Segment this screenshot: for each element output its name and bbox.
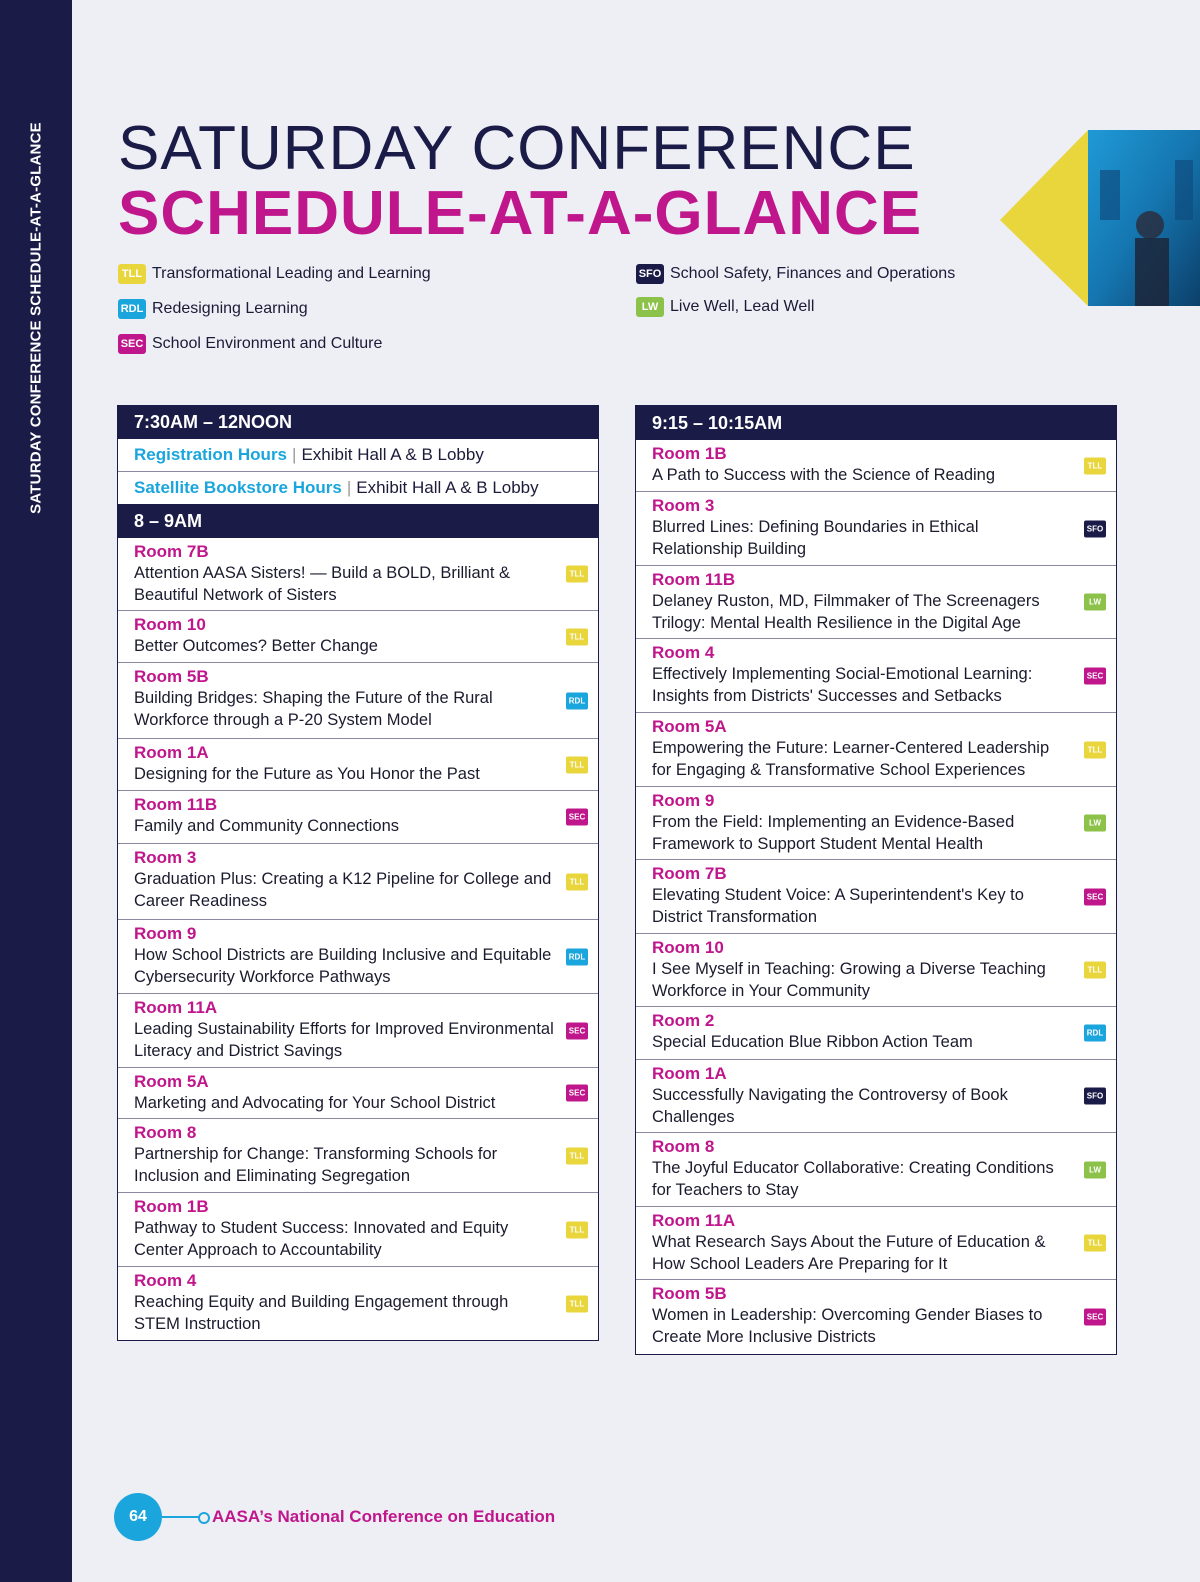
track-badge-icon: TLL (566, 756, 588, 773)
track-badge-icon: SEC (566, 1022, 588, 1039)
session-room: Room 5B (134, 667, 209, 686)
legend-item-rdl (118, 299, 308, 319)
session-room: Room 11B (134, 795, 218, 814)
session-row (636, 787, 1116, 860)
time-header: 9:15 – 10:15AM (636, 406, 1116, 440)
session-row (118, 538, 598, 611)
session-title: Blurred Lines: Defining Boundaries in Ethical Relationship Building (652, 518, 979, 558)
info-highlight: Registration Hours (134, 445, 288, 464)
sidebar (0, 0, 72, 1582)
session-room: Room 4 (134, 1271, 197, 1290)
track-badge-icon: SEC (118, 334, 146, 354)
session-row (636, 934, 1116, 1007)
track-badge-icon: LW (1084, 594, 1106, 611)
session-row (636, 440, 1116, 492)
info-separator: | (346, 478, 352, 497)
session-row (636, 639, 1116, 713)
session-room: Room 8 (652, 1137, 715, 1156)
session-room: Room 5A (652, 717, 727, 736)
session-title: Special Education Blue Ribbon Action Team (652, 1033, 973, 1051)
session-title: What Research Says About the Future of Education & How School Leaders Are Preparing for It (652, 1233, 1046, 1273)
info-highlight: Satellite Bookstore Hours (134, 478, 342, 497)
legend-item-sec (118, 334, 382, 354)
page-title-line1: SATURDAY CONFERENCE (118, 114, 916, 183)
session-room: Room 9 (652, 791, 715, 810)
time-header: 8 – 9AM (118, 504, 598, 538)
track-badge-icon: TLL (566, 1221, 588, 1238)
session-room: Room 3 (652, 496, 715, 515)
track-badge-icon: RDL (118, 299, 146, 319)
legend-item-tll (118, 264, 431, 284)
track-badge-icon: TLL (1084, 1235, 1106, 1252)
session-title: Graduation Plus: Creating a K12 Pipeline for College and Career Readiness (134, 870, 552, 910)
info-row (118, 439, 598, 472)
session-row (636, 566, 1116, 639)
legend-label: Redesigning Learning (152, 300, 308, 317)
session-row (636, 1280, 1116, 1354)
track-badge-icon: RDL (1084, 1025, 1106, 1042)
session-room: Room 8 (134, 1123, 197, 1142)
session-row (636, 1133, 1116, 1207)
session-row (636, 713, 1116, 787)
session-title: Partnership for Change: Transforming Schools for Inclusion and Eliminating Segregation (134, 1145, 498, 1185)
track-badge-icon: TLL (1084, 457, 1106, 474)
track-badge-icon: SEC (566, 1085, 588, 1102)
session-room: Room 4 (652, 643, 715, 662)
session-room: Room 10 (652, 938, 724, 957)
legend-item-lw (636, 297, 814, 317)
footer-title: AASA’s National Conference on Education (212, 1507, 556, 1526)
info-text: Exhibit Hall A & B Lobby (301, 445, 484, 464)
session-row (118, 791, 598, 844)
session-title: Women in Leadership: Overcoming Gender Biases to Create More Inclusive Districts (652, 1306, 1043, 1346)
session-title: Building Bridges: Shaping the Future of the Rural Workforce through a P-20 System Model (134, 689, 493, 729)
session-room: Room 7B (134, 542, 209, 561)
session-title: Pathway to Student Success: Innovated and Equity Center Approach to Accountability (134, 1219, 509, 1259)
session-room: Room 2 (652, 1011, 715, 1030)
session-row (636, 492, 1116, 566)
session-title: From the Field: Implementing an Evidence-Based Framework to Support Student Mental Health (652, 813, 1015, 853)
session-title: How School Districts are Building Inclusive and Equitable Cybersecurity Workforce Pathways (134, 946, 552, 986)
track-badge-icon: TLL (118, 264, 146, 284)
session-title: I See Myself in Teaching: Growing a Diverse Teaching Workforce in Your Community (652, 960, 1046, 1000)
session-title: Leading Sustainability Efforts for Improved Environmental Literacy and District Savings (134, 1020, 554, 1060)
footer-dot (198, 1512, 210, 1524)
track-badge-icon: SFO (1084, 520, 1106, 537)
session-row (636, 1060, 1116, 1133)
schedule-column-left (117, 405, 599, 1341)
hero-photo-graphic (1000, 130, 1200, 310)
track-badge-icon: LW (1084, 1161, 1106, 1178)
track-badge-icon: RDL (566, 948, 588, 965)
track-badge-icon: SEC (1084, 888, 1106, 905)
session-title: A Path to Success with the Science of Reading (652, 466, 996, 484)
track-badge-icon: RDL (566, 692, 588, 709)
footer-connector (162, 1516, 200, 1518)
legend-label: School Safety, Finances and Operations (670, 265, 956, 282)
session-room: Room 9 (134, 924, 197, 943)
session-row (118, 611, 598, 663)
session-room: Room 7B (652, 864, 727, 883)
track-badge-icon: SFO (636, 264, 664, 284)
time-header: 7:30AM – 12NOON (118, 406, 598, 439)
track-badge-icon: TLL (566, 1295, 588, 1312)
sidebar-label: SATURDAY CONFERENCE SCHEDULE-AT-A-GLANCE (27, 122, 45, 514)
track-badge-icon: TLL (566, 628, 588, 645)
session-title: Attention AASA Sisters! — Build a BOLD, Brilliant & Beautiful Network of Sisters (134, 564, 511, 604)
track-badge-icon: SEC (566, 809, 588, 826)
info-separator: | (292, 445, 297, 464)
legend-label: Transformational Leading and Learning (152, 265, 431, 282)
session-title: Family and Community Connections (134, 817, 400, 835)
track-badge-icon: SEC (1084, 1309, 1106, 1326)
session-room: Room 1A (134, 743, 209, 762)
session-row (118, 663, 598, 739)
track-badge-icon: TLL (566, 566, 588, 583)
legend-item-sfo (636, 264, 955, 284)
session-title: Reaching Equity and Building Engagement through STEM Instruction (134, 1293, 509, 1333)
session-room: Room 5B (652, 1284, 727, 1303)
session-title: Delaney Ruston, MD, Filmmaker of The Screenagers Trilogy: Mental Health Resilience in the Digital Age (652, 592, 1040, 632)
session-row (118, 739, 598, 791)
session-row (118, 844, 598, 920)
track-badge-icon: TLL (1084, 962, 1106, 979)
session-room: Room 10 (134, 615, 206, 634)
session-title: Successfully Navigating the Controversy of Book Challenges (652, 1086, 1008, 1126)
session-title: Better Outcomes? Better Change (134, 637, 378, 655)
session-row (636, 1007, 1116, 1060)
session-room: Room 1B (652, 444, 727, 463)
page-title-line2: SCHEDULE-AT-A-GLANCE (118, 179, 923, 248)
track-badge-icon: TLL (566, 873, 588, 890)
session-title: Elevating Student Voice: A Superintendent's Key to District Transformation (652, 886, 1024, 926)
session-room: Room 11A (134, 998, 218, 1017)
session-row (636, 1207, 1116, 1280)
session-room: Room 1B (134, 1197, 209, 1216)
legend-label: School Environment and Culture (152, 335, 383, 352)
track-badge-icon: LW (636, 297, 664, 317)
page-number: 64 (114, 1493, 162, 1541)
track-badge-icon: TLL (1084, 741, 1106, 758)
track-badge-icon: TLL (566, 1147, 588, 1164)
legend-label: Live Well, Lead Well (670, 298, 815, 315)
session-room: Room 5A (134, 1072, 209, 1091)
session-row (636, 860, 1116, 934)
session-title: Empowering the Future: Learner-Centered Leadership for Engaging & Transformative School Experiences (652, 739, 1050, 779)
session-room: Room 11B (652, 570, 736, 589)
session-row (118, 1267, 598, 1340)
track-badge-icon: SFO (1084, 1088, 1106, 1105)
info-text: Exhibit Hall A & B Lobby (356, 478, 539, 497)
session-title: The Joyful Educator Collaborative: Creating Conditions for Teachers to Stay (652, 1159, 1054, 1199)
session-room: Room 11A (652, 1211, 736, 1230)
session-title: Effectively Implementing Social-Emotional Learning: Insights from Districts' Successes and Setbacks (652, 665, 1033, 705)
session-row (118, 1068, 598, 1119)
schedule-column-right (635, 405, 1117, 1355)
session-row (118, 994, 598, 1068)
session-title: Marketing and Advocating for Your School District (134, 1094, 496, 1112)
session-room: Room 3 (134, 848, 197, 867)
session-row (118, 1119, 598, 1193)
session-room: Room 1A (652, 1064, 727, 1083)
session-row (118, 920, 598, 994)
info-row (118, 472, 598, 504)
session-title: Designing for the Future as You Honor the Past (134, 765, 480, 783)
track-badge-icon: LW (1084, 815, 1106, 832)
track-badge-icon: SEC (1084, 667, 1106, 684)
session-row (118, 1193, 598, 1267)
